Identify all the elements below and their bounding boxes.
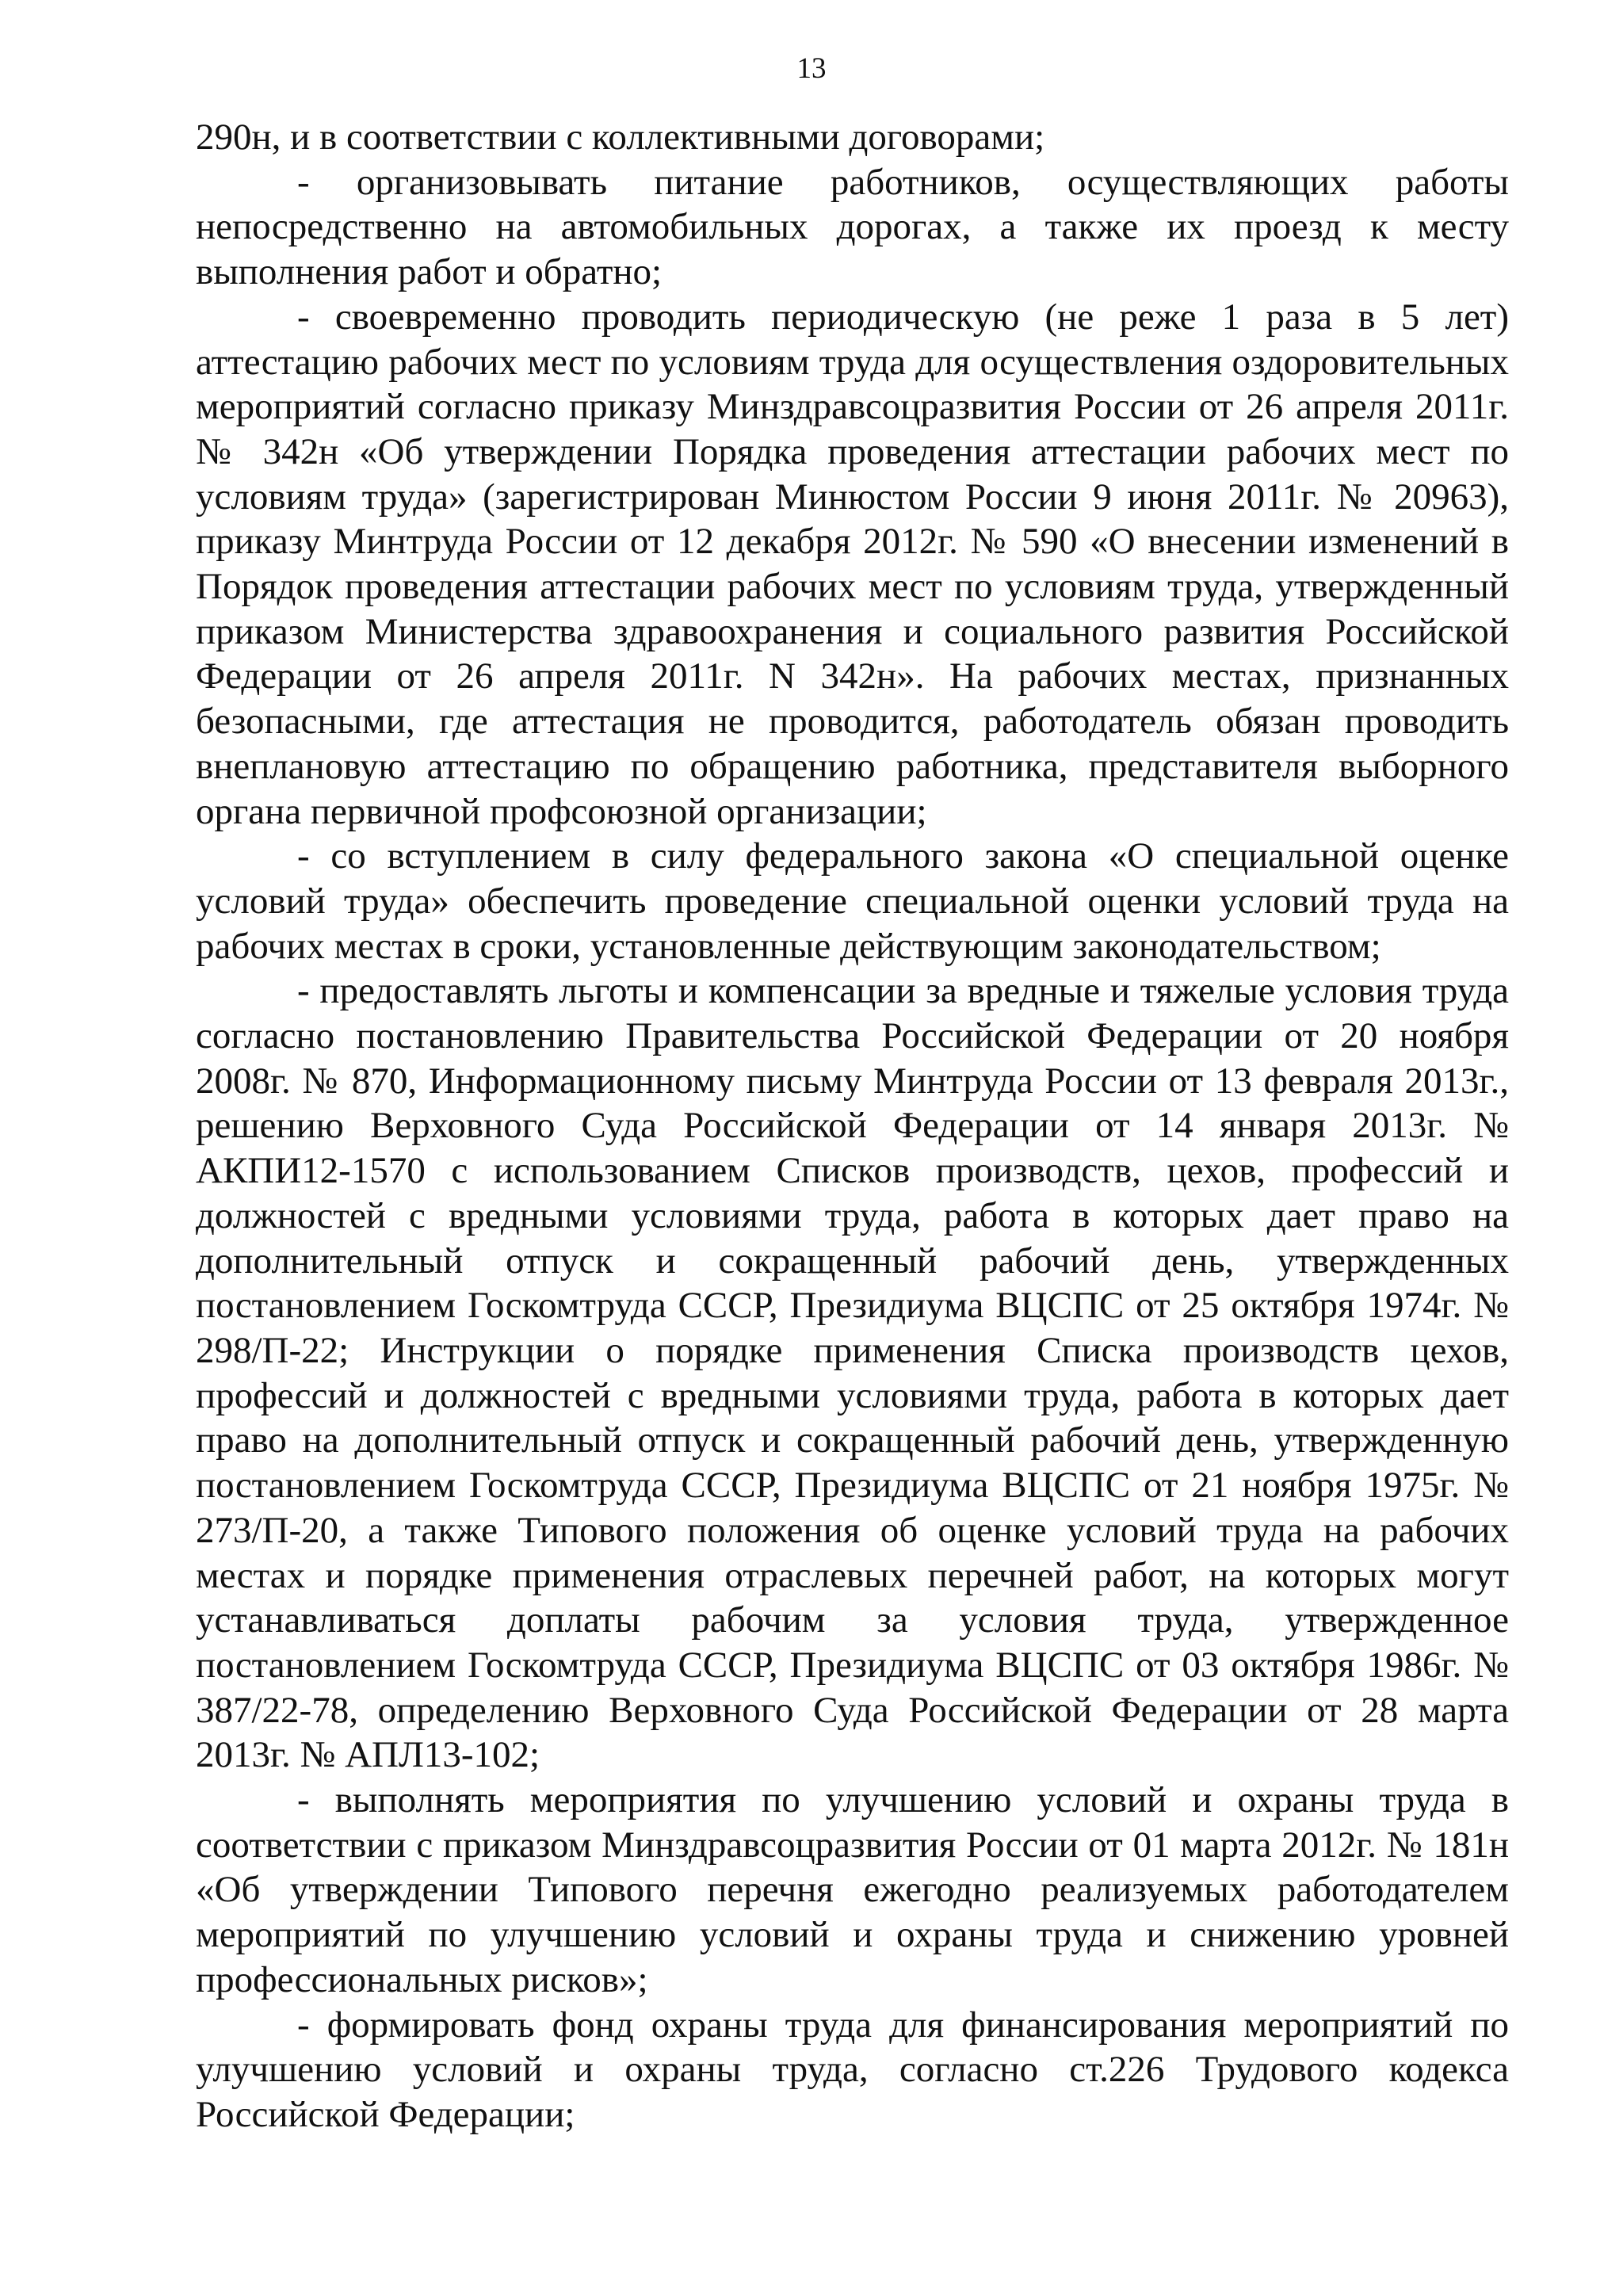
paragraph-workplace-attestation: - своевременно проводить периодическую (не реже 1 раза в 5 лет) аттестацию рабочих мест по условиям труда для осуществления оздоровительных мероприятий согласно приказу Минздравсоцразвития России от 26 апреля 2011г. № 342н «Об утверждении Порядка проведения аттестации рабочих мест по условиям труда» (зарегистрирован Минюстом России 9 июня 2011г. № 20963), приказу Минтруда России от 12 декабря 2012г. № 590 «О внесении изменений в Порядок проведения аттестации рабочих мест по условиям труда, утвержденный приказом Министерства здравоохранения и социального развития Российской Федерации от 26 апреля 2011г. N 342н». На рабочих местах, признанных безопасными, где аттестация не проводится, работодатель обязан проводить внеплановую аттестацию по обращению работника, представителя выборного органа первичной профсоюзной организации; <box>196 296 1509 832</box>
page-number: 13 <box>796 52 827 85</box>
paragraph-meals-transport: - организовывать питание работников, осуществляющих работы непосредственно на автомобильных дорогах, а также их проезд к месту выполнения работ и обратно; <box>196 161 1509 293</box>
paragraph-safety-measures: - выполнять мероприятия по улучшению условий и охраны труда в соответствии с приказом Минздравсоцразвития России от 01 марта 2012г. № 181н «Об утверждении Типового перечня ежегодно реализуемых работодателем мероприятий по улучшению условий и охраны труда и снижению уровней профессиональных рисков»; <box>196 1779 1509 2000</box>
paragraph-benefits-compensation: - предоставлять льготы и компенсации за вредные и тяжелые условия труда согласно постановлению Правительства Российской Федерации от 20 ноября 2008г. № 870, Информационному письму Минтруда России от 13 февраля 2013г., решению Верховного Суда Российской Федерации от 14 января 2013г. № АКПИ12-1570 с использованием Списков производств, цехов, профессий и должностей с вредными условиями труда, работа в которых дает право на дополнительный отпуск и сокращенный рабочий день, утвержденных постановлением Госкомтруда СССР, Президиума ВЦСПС от 25 октября 1974г. № 298/П-22; Инструкции о порядке применения Списка производств цехов, профессий и должностей с вредными условиями труда, работа в которых дает право на дополнительный отпуск и сокращенный рабочий день, утвержденную постановлением Госкомтруда СССР, Президиума ВЦСПС от 21 ноября 1975г. № 273/П-20, а также Типового положения об оценке условий труда на рабочих местах и порядке применения отраслевых перечней работ, на которых могут устанавливаться доплаты рабочим за условия труда, утвержденное постановлением Госкомтруда СССР, Президиума ВЦСПС от 03 октября 1986г. № 387/22-78, определению Верховного Суда Российской Федерации от 28 марта 2013г. № АПЛ13-102; <box>196 970 1509 1776</box>
paragraph-special-assessment: - со вступлением в силу федерального закона «О специальной оценке условий труда» обеспечить проведение специальной оценки условий труда на рабочих местах в сроки, установленные действующим законодательством; <box>196 835 1509 967</box>
paragraph-safety-fund: - формировать фонд охраны труда для финансирования мероприятий по улучшению условий и охраны труда, согласно ст.226 Трудового кодекса Российской Федерации; <box>196 2004 1509 2135</box>
paragraph-continuation: 290н, и в соответствии с коллективными договорами; <box>196 117 1045 158</box>
body-text <box>196 115 1509 2137</box>
